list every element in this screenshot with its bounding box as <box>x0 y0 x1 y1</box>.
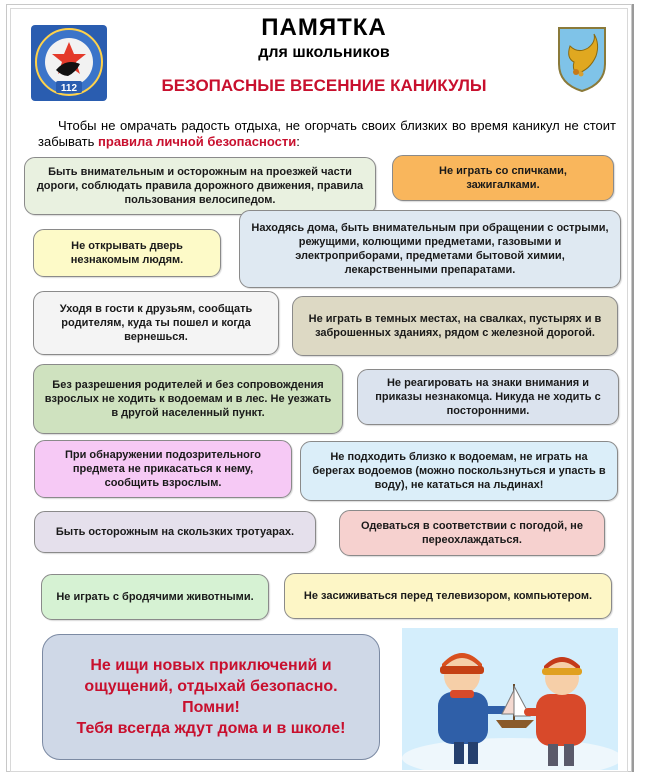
rule-text: Без разрешения родителей и без сопровождения взрослых не ходить к водоемам и в лес. Не уезжать в другой населенный пункт. <box>44 379 332 419</box>
rule-box-parents-permission <box>33 364 343 434</box>
rule-box-dark-places <box>292 296 618 356</box>
rule-text: Не играть со спичками, зажигалками. <box>439 165 567 191</box>
rule-text: Не играть с бродячими животными. <box>56 591 254 603</box>
final-line-2: ощущений, отдыхай безопасно. <box>84 678 338 695</box>
rule-text: Не открывать дверь незнакомым людям. <box>70 240 184 266</box>
rule-box-matches <box>392 155 614 201</box>
rule-box-water <box>300 441 618 501</box>
final-line-1: Не ищи новых приключений и <box>90 657 332 674</box>
intro-paragraph <box>38 118 616 150</box>
rule-text: Не играть в темных местах, на свалках, пустырях и в заброшенных зданиях, рядом с железной дорогой. <box>308 313 602 339</box>
rule-box-door <box>33 229 221 277</box>
page-headline: БЕЗОПАСНЫЕ ВЕСЕННИЕ КАНИКУЛЫ <box>161 76 487 95</box>
rule-text: Одеваться в соответствии с погодой, не переохлаждаться. <box>361 520 583 546</box>
rule-box-slippery <box>34 511 316 553</box>
rule-text: Находясь дома, быть внимательным при обращении с острыми, режущими, колющими предметами, газовыми и электроприборами, предметами бытовой химии, лекарственными препаратами. <box>251 222 609 276</box>
rule-box-home-safety <box>239 210 621 288</box>
rule-text: Не подходить близко к водоемам, не играть на берегах водоемов (можно поскользнуться и упасть в воду), не кататься на льдинах! <box>312 451 606 491</box>
rule-box-tv-computer <box>284 573 612 619</box>
intro-end: : <box>296 134 300 149</box>
rule-box-road-safety <box>24 157 376 215</box>
rule-box-visiting <box>33 291 279 355</box>
final-line-4: Тебя всегда ждут дома и в школе! <box>76 720 346 737</box>
intro-text: Чтобы не омрачать радость отдыха, не огорчать своих близких во время каникул не стоит забывать <box>38 118 616 149</box>
rule-box-suspicious-object <box>34 440 292 498</box>
rule-text: Быть осторожным на скользких тротуарах. <box>55 526 295 538</box>
page-title: ПАМЯТКА <box>261 14 387 41</box>
intro-highlight: правила личной безопасности <box>98 134 297 149</box>
rule-box-weather <box>339 510 605 556</box>
rule-text: Уходя в гости к друзьям, сообщать родителям, куда ты пошел и когда вернешься. <box>59 303 253 343</box>
final-message-box <box>42 634 380 760</box>
final-line-3: Помни! <box>182 699 240 716</box>
rule-text: Не реагировать на знаки внимания и приказы незнакомца. Никуда не ходить с посторонними. <box>375 377 601 417</box>
emblem-number: 112 <box>60 83 78 94</box>
page-subtitle: для школьников <box>258 44 390 61</box>
rule-text: Быть внимательным и осторожным на проезжей части дороги, соблюдать правила дорожного движения, правила пользования велосипедом. <box>36 166 364 206</box>
rule-box-strangers <box>357 369 619 425</box>
kids-with-toy-boat-illustration <box>402 628 618 770</box>
rule-box-stray-animals <box>41 574 269 620</box>
rule-text: Не засиживаться перед телевизором, компьютером. <box>303 590 593 602</box>
rule-text: При обнаружении подозрительного предмета не прикасаться к нему, сообщить взрослым. <box>64 449 262 489</box>
